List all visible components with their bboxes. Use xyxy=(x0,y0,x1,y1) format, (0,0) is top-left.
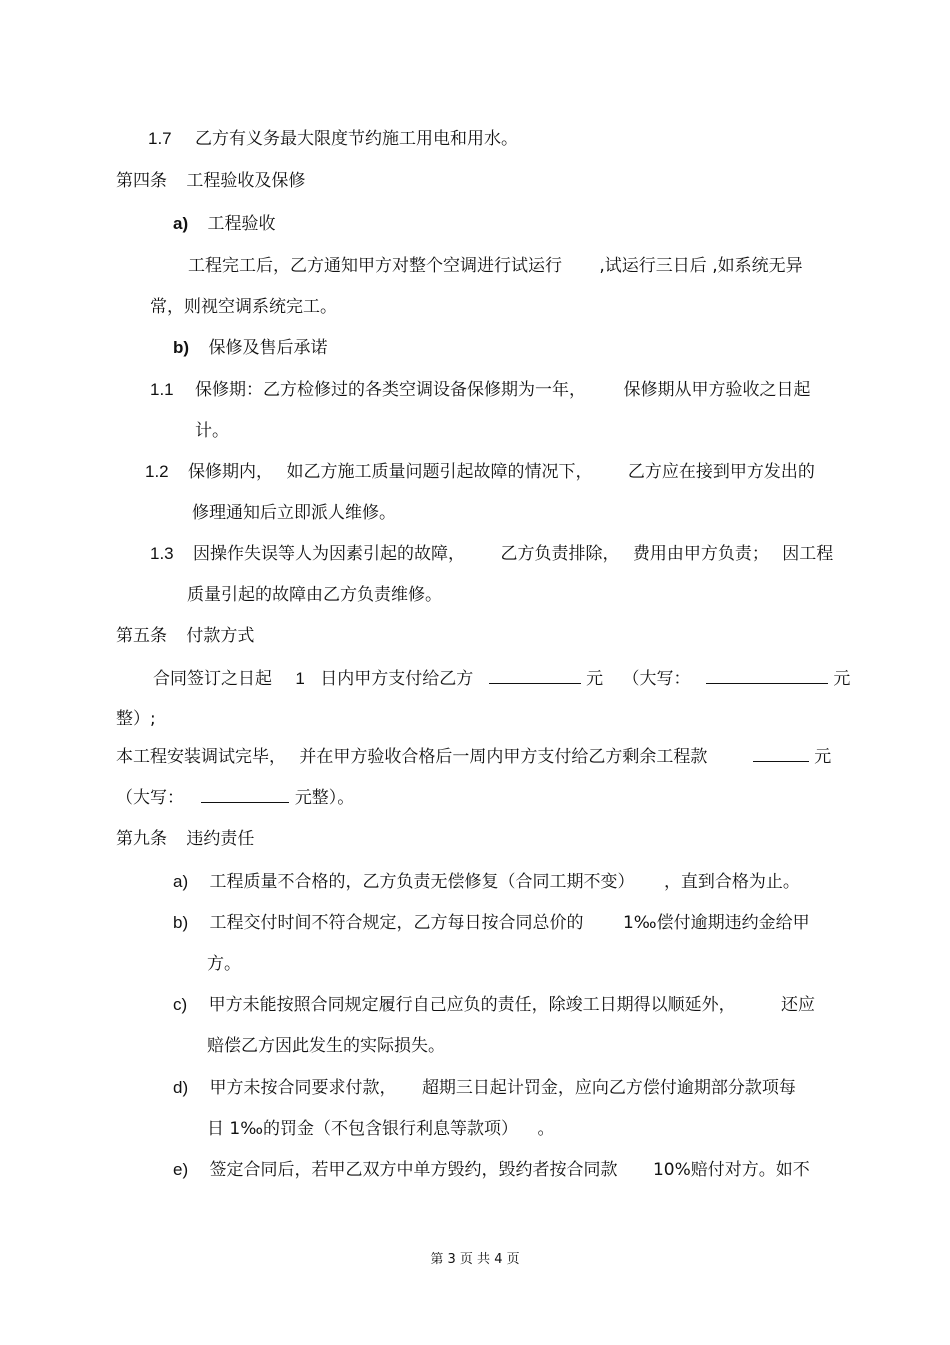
clause-1-3-cont: 质量引起的故障由乙方负责维修。 xyxy=(187,585,442,605)
page-footer: 第 3 页 共 4 页 xyxy=(430,1252,520,1267)
payment-line2: 本工程安装调试完毕， 并在甲方验收合格后一周内甲方支付给乙方剩余工程款 元 xyxy=(116,747,832,767)
clause-1-1: 1.1 保修期：乙方检修过的各类空调设备保修期为一年， 保修期从甲方验收之日起 xyxy=(150,380,811,400)
amount-words-blank-2[interactable] xyxy=(201,786,289,803)
liability-a: a) 工程质量不合格的，乙方负责无偿修复（合同工期不变） ，直到合格为止。 xyxy=(173,872,800,892)
clause-1-7: 1.7 乙方有义务最大限度节约施工用电和用水。 xyxy=(148,129,519,149)
section-a-heading: a) 工程验收 xyxy=(173,214,276,234)
amount-blank-2[interactable] xyxy=(753,745,809,762)
payment-line1: 合同签订之日起 1 日内甲方支付给乙方 元 （大写： 元 xyxy=(153,669,851,689)
acceptance-paragraph-line1: 工程完工后，乙方通知甲方对整个空调进行试运行 ,试运行三日后 ,如系统无异 xyxy=(188,256,803,276)
article-9-heading: 第九条 违约责任 xyxy=(116,829,255,849)
acceptance-paragraph-line2: 常，则视空调系统完工。 xyxy=(150,297,337,317)
section-b-heading: b) 保修及售后承诺 xyxy=(173,338,328,358)
amount-words-blank-1[interactable] xyxy=(706,667,828,684)
clause-1-2: 1.2 保修期内， 如乙方施工质量问题引起故障的情况下， 乙方应在接到甲方发出的 xyxy=(145,462,815,482)
liability-d: d) 甲方未按合同要求付款， 超期三日起计罚金，应向乙方偿付逾期部分款项每 xyxy=(173,1078,796,1098)
clause-1-1-cont: 计。 xyxy=(195,421,229,441)
liability-c: c) 甲方未能按照合同规定履行自己应负的责任，除竣工日期得以顺延外， 还应 xyxy=(173,995,815,1015)
clause-1-2-cont: 修理通知后立即派人维修。 xyxy=(192,503,396,523)
article-4-heading: 第四条 工程验收及保修 xyxy=(116,171,306,191)
article-5-heading: 第五条 付款方式 xyxy=(116,626,255,646)
liability-d-cont: 日 1‰的罚金（不包含银行利息等款项） 。 xyxy=(207,1119,555,1139)
liability-e: e) 签定合同后，若甲乙双方中单方毁约，毁约者按合同款 10%赔付对方。如不 xyxy=(173,1160,810,1180)
liability-b: b) 工程交付时间不符合规定，乙方每日按合同总价的 1‰偿付逾期违约金给甲 xyxy=(173,913,810,933)
payment-line2-cont: （大写： 元整）。 xyxy=(116,788,355,808)
clause-1-3: 1.3 因操作失误等人为因素引起的故障， 乙方负责排除， 费用由甲方负责； 因工程 xyxy=(150,544,834,564)
payment-line1-cont: 整）; xyxy=(116,709,156,729)
liability-c-cont: 赔偿乙方因此发生的实际损失。 xyxy=(207,1036,445,1056)
amount-blank-1[interactable] xyxy=(489,667,581,684)
liability-b-cont: 方。 xyxy=(207,954,241,974)
